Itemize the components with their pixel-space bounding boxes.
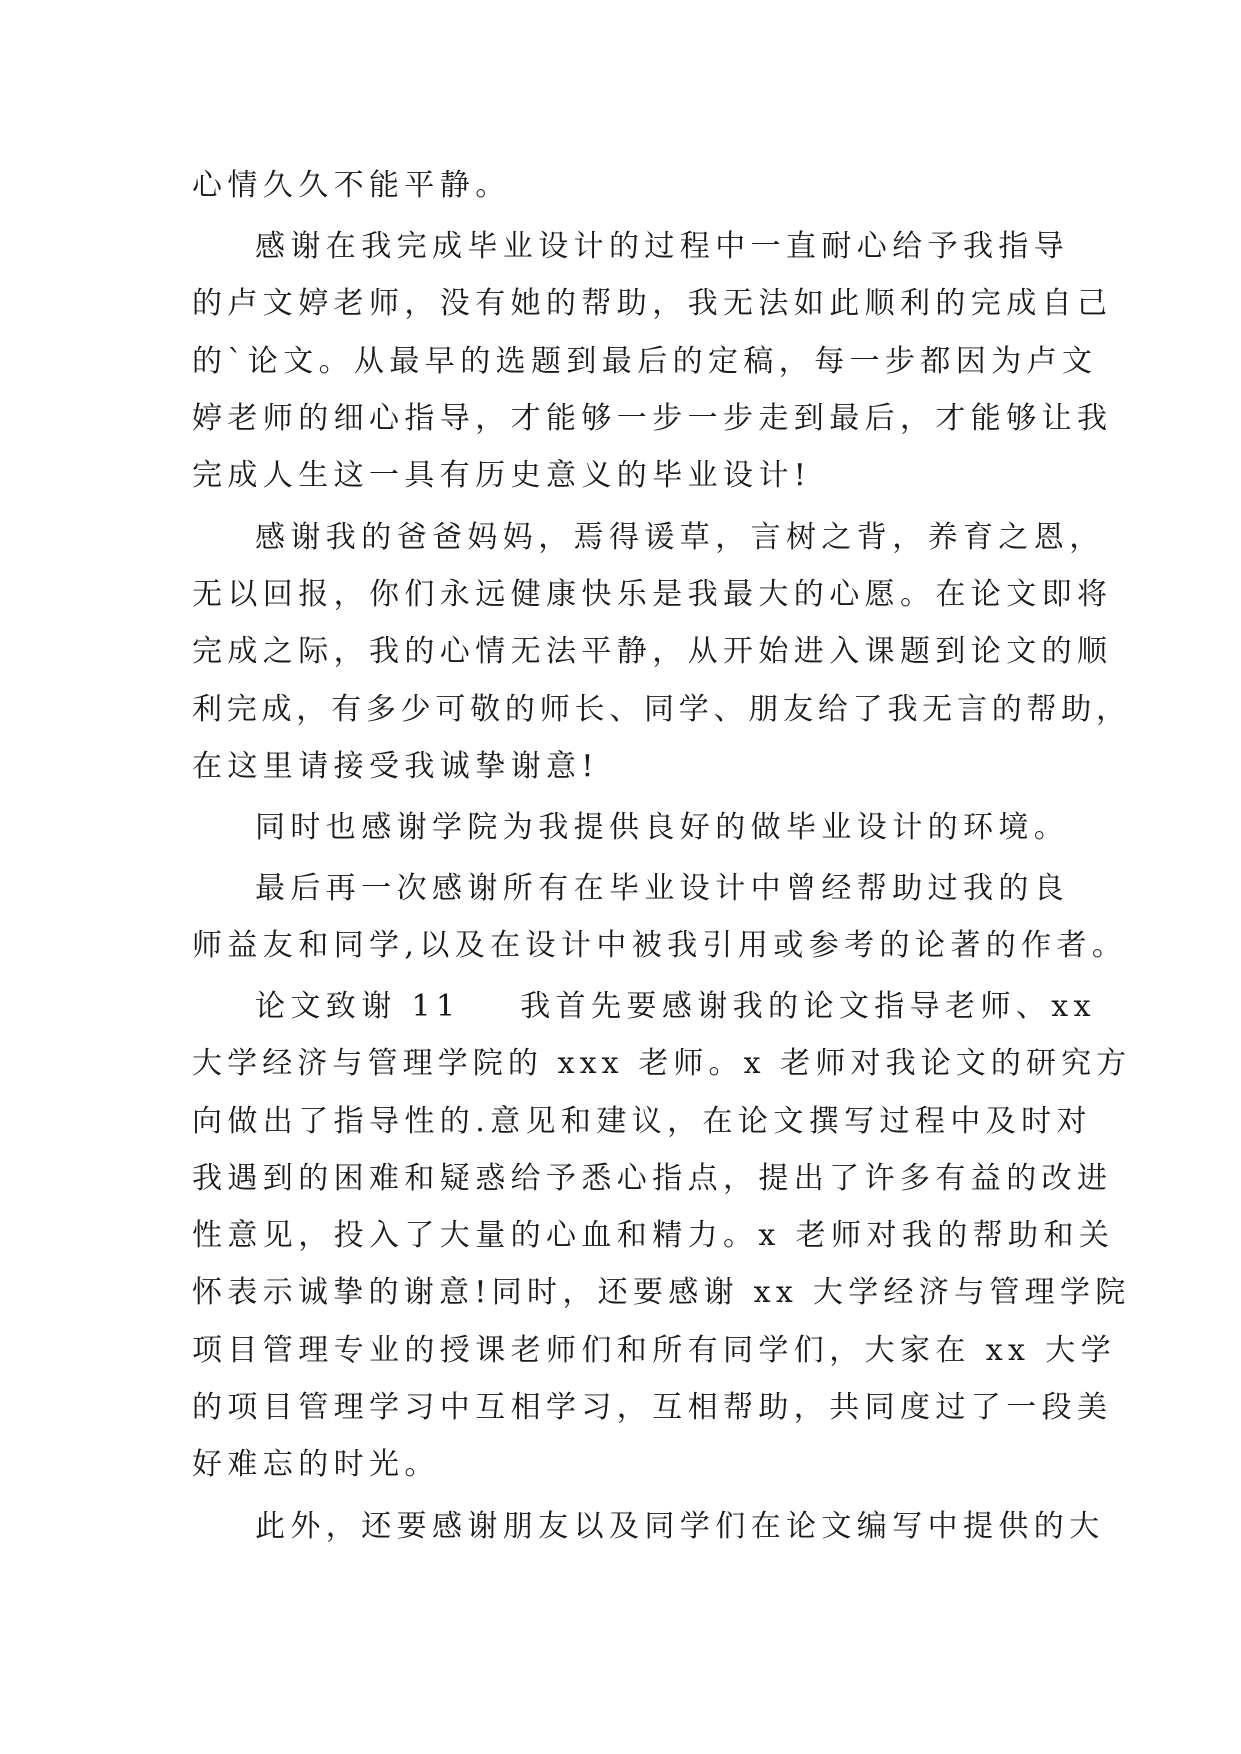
text-line: 我遇到的困难和疑惑给予悉心指点，提出了许多有益的改进 xyxy=(192,1161,1113,1196)
text-line: 师益友和同学,以及在设计中被我引用或参考的论著的作者。 xyxy=(192,928,1128,963)
text-line: 无以回报，你们永远健康快乐是我最大的心愿。在论文即将 xyxy=(192,577,1113,612)
text-line: 完成之际，我的心情无法平静，从开始进入课题到论文的顺 xyxy=(192,634,1113,669)
text-line: 此外，还要感谢朋友以及同学们在论文编写中提供的大 xyxy=(255,1509,1105,1544)
text-line: 感谢在我完成毕业设计的过程中一直耐心给予我指导 xyxy=(255,229,1070,264)
text-line: 心情久久不能平静。 xyxy=(192,168,511,203)
text-line: 在这里请接受我诚挚谢意! xyxy=(192,749,599,784)
text-line: 的卢文婷老师，没有她的帮助，我无法如此顺利的完成自己 xyxy=(192,286,1113,321)
text-line: 最后再一次感谢所有在毕业设计中曾经帮助过我的良 xyxy=(255,871,1070,906)
text-line: 性意见，投入了大量的心血和精力。x 老师对我的帮助和关 xyxy=(192,1218,1115,1253)
text-line: 向做出了指导性的.意见和建议，在论文撰写过程中及时对 xyxy=(192,1104,1092,1139)
text-line: 的项目管理学习中互相学习，互相帮助，共同度过了一段美 xyxy=(192,1390,1113,1425)
text-line: 论文致谢 11 我首先要感谢我的论文指导老师、xx xyxy=(255,989,1096,1024)
text-line: 的`论文。从最早的选题到最后的定稿，每一步都因为卢文 xyxy=(192,344,1098,379)
text-line: 好难忘的时光。 xyxy=(192,1447,440,1482)
text-line: 感谢我的爸爸妈妈，焉得谖草，言树之背，养育之恩， xyxy=(255,520,1105,555)
text-line: 怀表示诚挚的谢意!同时，还要感谢 xx 大学经济与管理学院 xyxy=(192,1275,1131,1310)
text-line: 项目管理专业的授课老师们和所有同学们，大家在 xx 大学 xyxy=(192,1333,1117,1368)
text-line: 婷老师的细心指导，才能够一步一步走到最后，才能够让我 xyxy=(192,401,1113,436)
text-line: 完成人生这一具有历史意义的毕业设计! xyxy=(192,458,812,493)
text-line: 大学经济与管理学院的 xxx 老师。x 老师对我论文的研究方 xyxy=(192,1046,1132,1081)
text-line: 利完成，有多少可敬的师长、同学、朋友给了我无言的帮助， xyxy=(192,692,1131,727)
text-line: 同时也感谢学院为我提供良好的做毕业设计的环境。 xyxy=(255,810,1070,845)
